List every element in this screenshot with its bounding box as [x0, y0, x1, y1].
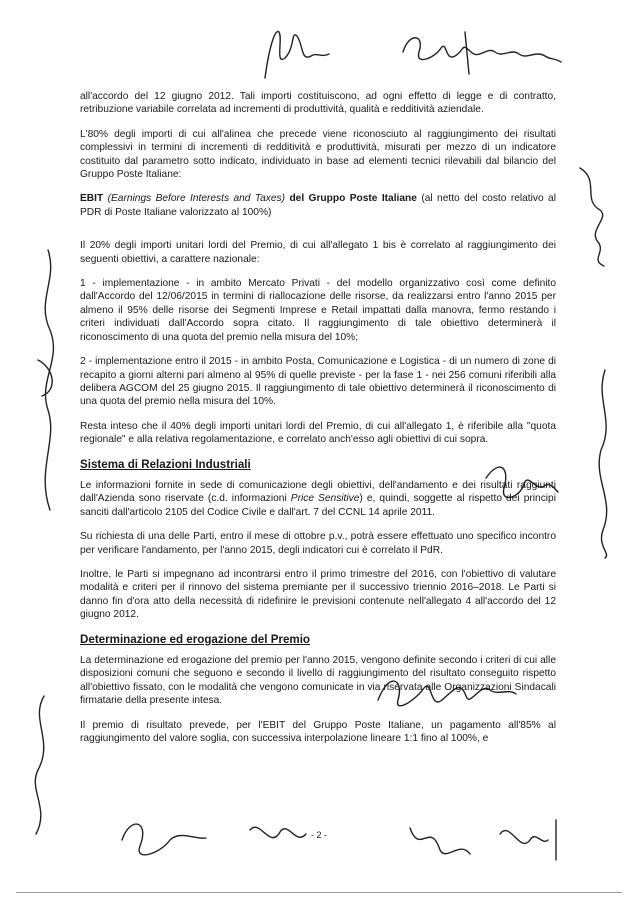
signature-left-margin-2	[20, 690, 65, 840]
signature-top-right	[395, 22, 565, 82]
paragraph: L'80% degli importi di cui all'alinea che precede viene riconosciuto al raggiungimento dei risultati complessivi in termini di incrementi di redditività e produttività, misurati per mezzo di un indicatore costituito dal parametro sotto indicato, individuato in base ad elementi tecnici rilevabili dal bilancio del Gruppo Poste Italiane:	[80, 128, 556, 181]
paragraph: 2 - implementazione entro il 2015 - in ambito Posta, Comunicazione e Logistica - di un numero di zone di recapito a giorni alterni pari almeno al 95% di quelle previste - per la fase 1 - nei 256 comuni riferibili alla delibera AGCOM del 25 giugno 2015. Il raggiungimento di tale obiettivo determinerà il riconoscimento di una quota del premio nella misura del 10%.	[80, 356, 556, 408]
ebit-paragraph	[80, 192, 556, 219]
italic-term: Price Sensitive	[290, 493, 360, 505]
signature-right-margin-1	[570, 160, 615, 270]
paragraph: La determinazione ed erogazione del premio per l'anno 2015, vengono definite secondo i criteri di cui alle disposizioni comuni che seguono e secondo il livello di raggiungimento del risultato conseguito rispetto all'obiettivo fissato, con le modalità che vengono comunicate in via riservata alle Organizzazioni Sindacali firmatarie della presente intesa.	[80, 655, 556, 707]
paragraph: Inoltre, le Parti si impegnano ad incontrarsi entro il primo trimestre del 2016, con l'obiettivo di valutare modalità e criteri per il rinnovo del sistema premiante per il successivo triennio 2016–2018. Le Parti si danno fin d'ora atto della necessità di ridefinire le previsioni contenute nell'allegato 4 all'accordo del 12 giugno 2012.	[80, 568, 556, 621]
signature-left-margin-1	[28, 240, 68, 520]
body-text	[80, 90, 556, 756]
section-heading: Determinazione ed erogazione del Premio	[80, 632, 311, 646]
text-part: ) e, quindi, soggette al rispetto dei principi sanciti dall'articolo 2105 del Codice Civile e dall'art. 7 del CCNL 14 aprile 2011.	[80, 493, 556, 518]
signature-bottom-row	[110, 810, 570, 870]
page-number: - 2 -	[310, 830, 327, 840]
paragraph: Su richiesta di una delle Parti, entro il mese di ottobre p.v., potrà essere effettuato uno specifico incontro per verificare l'andamento, per l'anno 2015, degli indicatori cui è correlato il PdR.	[80, 531, 556, 556]
ebit-italic: (Earnings Before Interests and Taxes)	[107, 193, 286, 205]
paragraph: Resta inteso che il 40% degli importi unitari lordi del Premio, di cui all'allegato 1, è riferibile alla "quota regionale" e alla relativa regolamentazione, e correlato anch'esso agli obiettivi di cui sopra.	[80, 420, 556, 446]
signature-top-center	[255, 18, 335, 88]
ebit-label: EBIT	[80, 193, 104, 205]
price-sensitive-paragraph	[80, 479, 556, 519]
section-heading: Sistema di Relazioni Industriali	[80, 457, 251, 471]
paragraph: all'accordo del 12 giugno 2012. Tali importi costituiscono, ad ogni effetto di legge e di contratto, retribuzione variabile correlata ad incrementi di produttività, qualità e redditività aziendale.	[80, 91, 556, 116]
paragraph: 1 - implementazione - in ambito Mercato Privati - del modello organizzativo così come definito dall'Accordo del 12/06/2015 in termini di riallocazione delle risorse, da realizzarsi entro l'anno 2015 per almeno il 95% delle risorse dei Segmenti Imprese e Retail impattati dalla manovra, fermo restando i criteri individuati dall'Accordo sopra citato. Il raggiungimento di tale obiettivo determinerà il riconoscimento di una quota del premio nella misura del 10%;	[80, 278, 556, 343]
ebit-rest: (al netto del costo relativo al PDR di Poste Italiane valorizzato al 100%)	[80, 193, 556, 218]
paragraph: Il 20% degli importi unitari lordi del Premio, di cui all'allegato 1 bis è correlato al raggiungimento dei seguenti obiettivi, a carattere nazionale:	[80, 240, 556, 265]
signature-right-margin-2	[585, 360, 625, 560]
text-part: Le informazioni fornite in sede di comunicazione degli obiettivi, dell'andamento e dei risultati raggiunti dall'Azienda sono riservate (c.d. informazioni	[80, 479, 556, 505]
ebit-group: del Gruppo Poste Italiane	[289, 193, 417, 205]
page-bottom-rule	[16, 892, 622, 893]
paragraph: Il premio di risultato prevede, per l'EBIT del Gruppo Poste Italiane, un pagamento all'85% al raggiungimento del valore soglia, con successiva interpolazione lineare 1:1 fino al 100%, e	[80, 719, 556, 745]
